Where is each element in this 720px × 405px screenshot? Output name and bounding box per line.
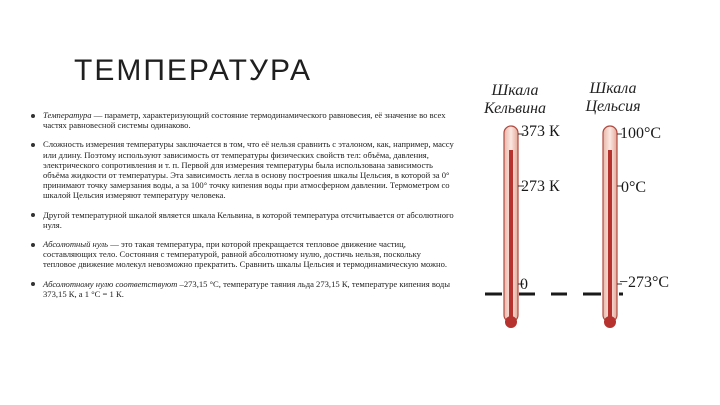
bullet-item (30, 279, 454, 299)
bullet-item (30, 239, 454, 270)
kelvin-273-label: 273 К (521, 178, 560, 195)
bullet-text: Сложность измерения температуры заключается в том, что её нельзя сравнить с эталоном, как, например, массу или длину. Поэтому используют зависимость от температуры физических свойств тел: объёма, давления, электрического сопротивления и т. п. Первой для измерения температуры была использована зависимость объёма жидкости от температуры. Эта зависимость легла в основу построения шкалы Цельсия, в которой за 0° принимают точку замерзания воды, а за 100° точку кипения воды при атмосферном давлении. Термометром со шкалой Цельсия измеряют температуру человека. (43, 139, 454, 201)
kelvin-title-line2: Кельвина (483, 100, 547, 117)
slide-title: ТЕМПЕРАТУРА (74, 54, 312, 87)
bullet-text: –273,15 °С, температуре таяния льда 273,15 К, температуре кипения воды 373,15 К, а 1 °С = 1 К. (43, 278, 451, 299)
thermometer-figure (459, 76, 691, 336)
bullet-text: Другой температурной шкалой является шкала Кельвина, в которой температура отсчитывается от абсолютного нуля. (43, 209, 454, 230)
celsius-100-label: 100°С (620, 125, 662, 142)
kelvin-ticks (518, 134, 524, 284)
kelvin-title-line1: Шкала (491, 82, 539, 99)
bullet-text: — это такая температура, при которой прекращается тепловое движение частиц, составляющих тело. Состояния с температурой, равной абсолютному нулю, достичь нельзя, поскольку тепловое движение молекул невозможно прекратить. Сравнить шкалы Цельсия и термодинамическую можно. (43, 239, 448, 270)
kelvin-373-label: 373 К (521, 123, 560, 140)
celsius-ticks (617, 134, 622, 284)
bullet-item (30, 210, 454, 230)
celsius-thermometer (603, 126, 617, 328)
celsius-title-line1: Шкала (589, 80, 637, 97)
kelvin-thermometer (504, 126, 518, 328)
bullet-lead: Температура (43, 110, 92, 120)
bullet-lead: Абсолютный нуль (43, 239, 109, 250)
bullet-text: — параметр, характеризующий состояние термодинамического равновесия, её значение во всех частях равновесной системы одинаково. (43, 110, 446, 131)
bullet-item (30, 139, 454, 200)
bullet-list (30, 110, 454, 308)
celsius-0-label: 0°С (621, 179, 647, 196)
kelvin-0-label: 0 (520, 276, 528, 293)
celsius-minus273-label: −273°С (619, 274, 670, 291)
bullet-lead: Абсолютному нулю соответствуют (43, 278, 178, 289)
celsius-title-line2: Цельсия (585, 98, 641, 115)
bullet-item (30, 110, 454, 130)
